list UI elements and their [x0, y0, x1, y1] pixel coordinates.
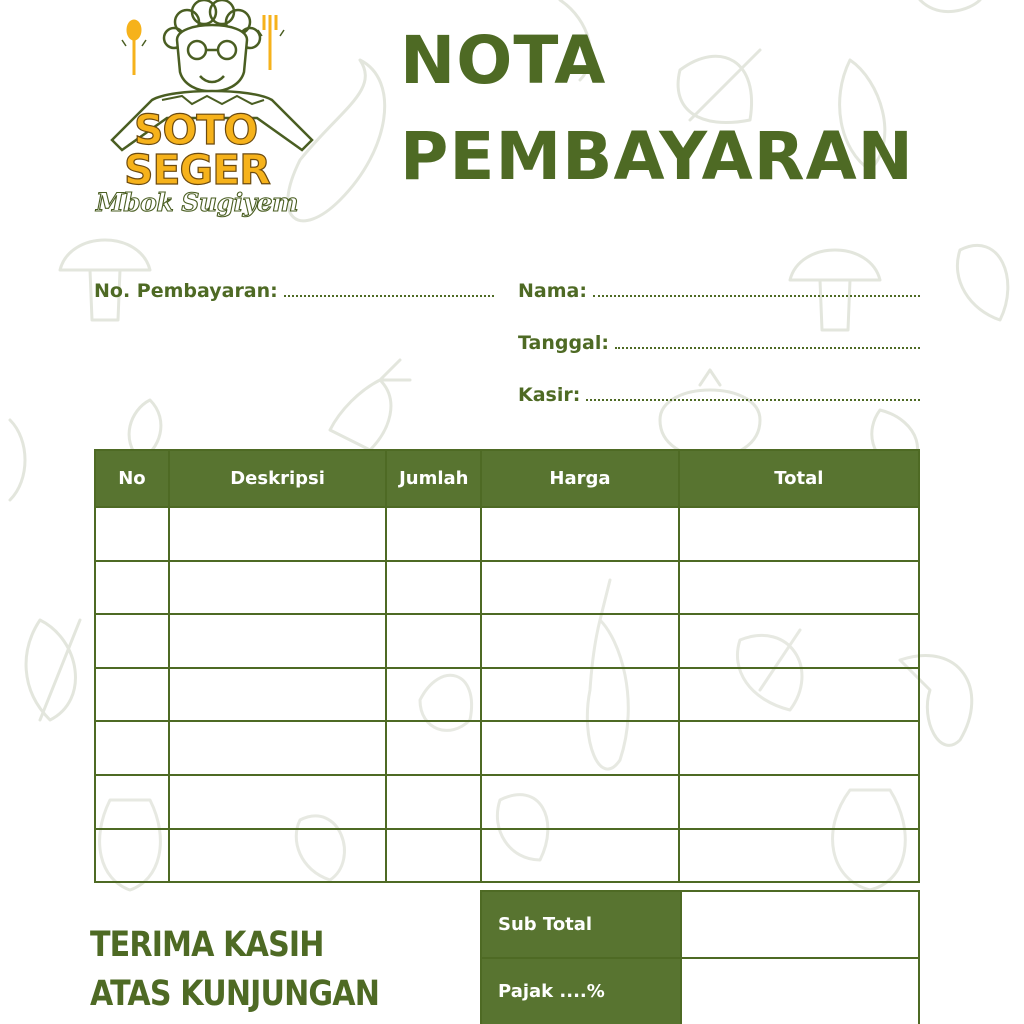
cell-harga[interactable]: [481, 668, 678, 722]
cell-total[interactable]: [679, 775, 919, 829]
cell-total[interactable]: [679, 721, 919, 775]
table-row: [95, 614, 919, 668]
cell-deskripsi[interactable]: [169, 507, 387, 561]
cell-jumlah[interactable]: [386, 561, 481, 615]
cell-no[interactable]: [95, 561, 169, 615]
no-pembayaran-field[interactable]: [94, 280, 494, 306]
no-pembayaran-label: No. Pembayaran:: [94, 280, 278, 302]
column-header-no: No: [95, 450, 169, 507]
cell-deskripsi[interactable]: [169, 721, 387, 775]
page-title-line1: NOTA: [400, 22, 607, 99]
column-header-deskripsi: Deskripsi: [169, 450, 387, 507]
subtotal-label: Sub Total: [481, 891, 681, 958]
pajak-row: [481, 958, 919, 1024]
cell-no[interactable]: [95, 829, 169, 883]
cell-jumlah[interactable]: [386, 829, 481, 883]
subtotal-row: [481, 891, 919, 958]
pajak-value-cell[interactable]: [681, 958, 919, 1024]
cell-no[interactable]: [95, 614, 169, 668]
items-table-body: [95, 507, 919, 882]
cell-harga[interactable]: [481, 775, 678, 829]
pajak-label: Pajak ....%: [481, 958, 681, 1024]
cell-total[interactable]: [679, 614, 919, 668]
cell-deskripsi[interactable]: [169, 829, 387, 883]
cell-total[interactable]: [679, 668, 919, 722]
cell-jumlah[interactable]: [386, 614, 481, 668]
thanks-line2: ATAS KUNJUNGAN: [90, 974, 380, 1014]
table-row: [95, 561, 919, 615]
nama-label: Nama:: [518, 280, 587, 302]
no-pembayaran-dotted-line[interactable]: [284, 285, 494, 297]
table-row: [95, 507, 919, 561]
cell-no[interactable]: [95, 507, 169, 561]
tanggal-label: Tanggal:: [518, 332, 609, 354]
nama-field[interactable]: [518, 280, 920, 306]
cell-harga[interactable]: [481, 721, 678, 775]
table-row: [95, 775, 919, 829]
kasir-dotted-line[interactable]: [586, 389, 920, 401]
cell-deskripsi[interactable]: [169, 668, 387, 722]
table-row: [95, 829, 919, 883]
cell-deskripsi[interactable]: [169, 775, 387, 829]
logo-script-name: Mbok Sugiyem: [96, 188, 298, 217]
summary-table: [480, 890, 920, 1024]
cell-jumlah[interactable]: [386, 775, 481, 829]
cell-no[interactable]: [95, 668, 169, 722]
nama-dotted-line[interactable]: [593, 285, 920, 297]
cell-no[interactable]: [95, 721, 169, 775]
cell-harga[interactable]: [481, 614, 678, 668]
column-header-jumlah: Jumlah: [386, 450, 481, 507]
page-title-line2: PEMBAYARAN: [400, 118, 914, 195]
tanggal-field[interactable]: [518, 332, 920, 358]
table-row: [95, 668, 919, 722]
kasir-field[interactable]: [518, 384, 920, 410]
column-header-total: Total: [679, 450, 919, 507]
cell-jumlah[interactable]: [386, 721, 481, 775]
cell-no[interactable]: [95, 775, 169, 829]
cell-jumlah[interactable]: [386, 668, 481, 722]
subtotal-value-cell[interactable]: [681, 891, 919, 958]
cell-total[interactable]: [679, 561, 919, 615]
table-header-row: [95, 450, 919, 507]
thanks-line1: TERIMA KASIH: [90, 925, 324, 965]
items-table: [94, 449, 920, 883]
cell-deskripsi[interactable]: [169, 614, 387, 668]
cell-deskripsi[interactable]: [169, 561, 387, 615]
cell-harga[interactable]: [481, 829, 678, 883]
table-row: [95, 721, 919, 775]
kasir-label: Kasir:: [518, 384, 581, 406]
cell-jumlah[interactable]: [386, 507, 481, 561]
logo-word-seger: SEGER: [124, 146, 270, 194]
column-header-harga: Harga: [481, 450, 678, 507]
cell-total[interactable]: [679, 507, 919, 561]
tanggal-dotted-line[interactable]: [615, 337, 920, 349]
cell-harga[interactable]: [481, 507, 678, 561]
soto-seger-logo: [92, 0, 332, 232]
cell-harga[interactable]: [481, 561, 678, 615]
logo-word-soto: SOTO: [134, 106, 258, 154]
cell-total[interactable]: [679, 829, 919, 883]
